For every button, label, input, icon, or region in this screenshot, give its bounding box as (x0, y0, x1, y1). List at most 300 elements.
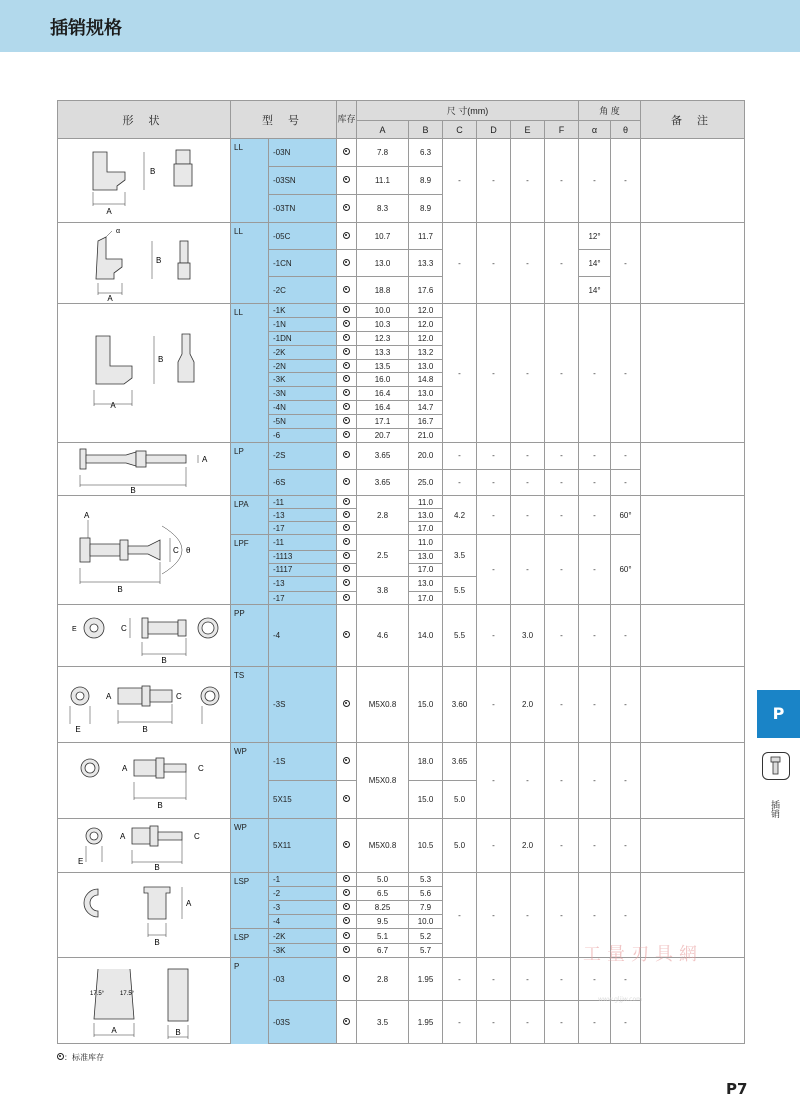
value-a: 13.5 (357, 359, 409, 373)
stock-mark (337, 345, 357, 359)
dim-label-b: B (158, 355, 164, 364)
value-a: 4.6 (357, 605, 409, 667)
header-stock: 库存 (337, 101, 357, 139)
col-c: C (443, 121, 477, 139)
value-alpha: - (579, 958, 611, 1001)
stock-icon (343, 889, 350, 896)
header-dimensions: 尺 寸(mm) (357, 101, 579, 121)
series-ll-1: LL (231, 139, 269, 223)
stock-mark (337, 223, 357, 250)
series-wp-1: WP (231, 743, 269, 819)
value-c: 5.0 (443, 781, 477, 819)
value-theta: - (611, 223, 641, 304)
shape-lp (58, 443, 231, 496)
value-f: - (545, 469, 579, 496)
value-d: - (477, 496, 511, 535)
value-c: 5.5 (443, 576, 477, 605)
value-f: - (545, 304, 579, 443)
ll-c-pin-drawing (58, 223, 230, 303)
value-alpha: - (579, 605, 611, 667)
code-cell: -13 (269, 509, 337, 522)
stock-mark (337, 522, 357, 535)
value-b: 17.0 (409, 563, 443, 576)
code-cell: -2N (269, 359, 337, 373)
value-b: 12.0 (409, 331, 443, 345)
value-a: 10.3 (357, 317, 409, 331)
value-b: 5.3 (409, 873, 443, 887)
dim-label-b: B (157, 800, 163, 810)
code-cell: -1CN (269, 250, 337, 277)
value-theta: - (611, 1001, 641, 1044)
value-a: 20.7 (357, 429, 409, 443)
code-cell: -3K (269, 373, 337, 387)
section-tab-p[interactable]: P (757, 690, 800, 738)
dim-label-e: E (78, 856, 84, 866)
shape-ts (58, 667, 231, 743)
value-a: 3.65 (357, 443, 409, 470)
stock-mark (337, 167, 357, 195)
value-b: 14.7 (409, 401, 443, 415)
value-d: - (477, 743, 511, 819)
stock-mark (337, 304, 357, 318)
value-theta: - (611, 743, 641, 819)
code-cell: -11 (269, 535, 337, 551)
value-b: 21.0 (409, 429, 443, 443)
stock-mark (337, 443, 357, 470)
value-b: 12.0 (409, 304, 443, 318)
code-cell: -6 (269, 429, 337, 443)
value-a: 8.25 (357, 901, 409, 915)
dim-label-b: B (150, 166, 156, 176)
value-a: 6.5 (357, 887, 409, 901)
stock-mark (337, 401, 357, 415)
ll-n-pin-drawing (58, 140, 230, 222)
dim-label-alpha: α (116, 228, 121, 235)
code-cell: -05C (269, 223, 337, 250)
value-b: 7.9 (409, 901, 443, 915)
dim-label-a: A (120, 831, 126, 841)
value-a: M5X0.8 (357, 743, 409, 819)
code-cell: -3K (269, 944, 337, 958)
header-note: 备 注 (641, 101, 745, 139)
shape-ll-c (58, 223, 231, 304)
note-cell (641, 304, 745, 443)
stock-mark (337, 901, 357, 915)
note-cell (641, 605, 745, 667)
value-d: - (477, 139, 511, 223)
code-cell: 5X11 (269, 819, 337, 873)
code-cell: -4 (269, 915, 337, 929)
value-b: 1.95 (409, 1001, 443, 1044)
stock-icon (343, 259, 350, 266)
value-d: - (477, 223, 511, 304)
dim-label-a: A (111, 1025, 117, 1035)
stock-icon (343, 946, 350, 953)
code-cell: -03S (269, 1001, 337, 1044)
value-alpha: - (579, 819, 611, 873)
stock-mark (337, 944, 357, 958)
value-alpha: - (579, 1001, 611, 1044)
value-a: 16.0 (357, 373, 409, 387)
note-cell (641, 667, 745, 743)
stock-icon (343, 841, 350, 848)
code-cell: -1K (269, 304, 337, 318)
dim-label-c: C (121, 623, 127, 633)
value-c: - (443, 873, 477, 958)
stock-mark (337, 373, 357, 387)
value-b: 18.0 (409, 743, 443, 781)
value-theta: - (611, 958, 641, 1001)
dim-label-a: A (106, 691, 112, 701)
section-label: 插销 (769, 800, 779, 818)
code-cell: -03N (269, 139, 337, 167)
angle-label-left: 17.5° (90, 990, 105, 997)
col-alpha: α (579, 121, 611, 139)
value-alpha: - (579, 139, 611, 223)
value-theta: - (611, 819, 641, 873)
value-f: - (545, 443, 579, 470)
value-e: - (511, 304, 545, 443)
value-theta: 60° (611, 535, 641, 605)
value-f: - (545, 496, 579, 535)
shape-lpa-lpf (58, 496, 231, 605)
shape-pp (58, 605, 231, 667)
stock-icon (343, 431, 350, 438)
stock-mark (337, 509, 357, 522)
note-cell (641, 819, 745, 873)
shape-lsp (58, 873, 231, 958)
stock-mark (337, 429, 357, 443)
col-f: F (545, 121, 579, 139)
value-b: 11.7 (409, 223, 443, 250)
code-cell: -17 (269, 522, 337, 535)
value-c: 5.5 (443, 605, 477, 667)
value-e: - (511, 223, 545, 304)
value-b: 17.0 (409, 522, 443, 535)
value-a: M5X0.8 (357, 667, 409, 743)
value-d: - (477, 873, 511, 958)
watermark-brand: 工量刃具網 (583, 944, 703, 965)
value-b: 13.0 (409, 576, 443, 592)
stock-icon (343, 286, 350, 293)
stock-mark (337, 195, 357, 223)
code-cell: -1DN (269, 331, 337, 345)
value-b: 17.0 (409, 592, 443, 605)
page-number: P7 (726, 1080, 748, 1098)
series-ll-2: LL (231, 223, 269, 304)
code-cell: -4N (269, 401, 337, 415)
value-c: - (443, 443, 477, 470)
value-f: - (545, 139, 579, 223)
value-alpha: - (579, 535, 611, 605)
dim-label-a: A (106, 206, 112, 216)
spec-table (57, 100, 745, 1044)
value-f: - (545, 1001, 579, 1044)
dim-label-b: B (154, 862, 160, 872)
stock-icon (343, 631, 350, 638)
code-cell: -3 (269, 901, 337, 915)
value-c: - (443, 223, 477, 304)
stock-mark (337, 387, 357, 401)
stock-icon (343, 903, 350, 910)
dim-label-c: C (198, 763, 204, 773)
note-cell (641, 958, 745, 1044)
wp-5x11-pin-drawing (58, 820, 230, 872)
code-cell: -3S (269, 667, 337, 743)
shape-p (58, 958, 231, 1044)
value-e: 3.0 (511, 605, 545, 667)
page-title: 插销规格 (50, 18, 122, 39)
series-pp: PP (231, 605, 269, 667)
value-a: 16.4 (357, 387, 409, 401)
value-e: - (511, 958, 545, 1001)
stock-icon (343, 403, 350, 410)
code-cell: -1113 (269, 550, 337, 563)
value-c: 3.5 (443, 535, 477, 577)
value-b: 11.0 (409, 535, 443, 551)
dim-label-b: B (161, 655, 167, 665)
stock-icon (57, 1053, 64, 1060)
value-b: 13.0 (409, 387, 443, 401)
value-b: 12.0 (409, 317, 443, 331)
value-e: - (511, 743, 545, 819)
col-b: B (409, 121, 443, 139)
stock-mark (337, 743, 357, 781)
dim-label-a: A (202, 455, 208, 464)
value-e: - (511, 469, 545, 496)
stock-icon (343, 498, 350, 505)
value-e: - (511, 1001, 545, 1044)
stock-mark (337, 317, 357, 331)
dim-label-a: A (107, 294, 113, 303)
value-theta: - (611, 469, 641, 496)
value-e: - (511, 139, 545, 223)
value-a: M5X0.8 (357, 819, 409, 873)
dim-label-a: A (122, 763, 128, 773)
p-pin-drawing (58, 959, 230, 1043)
header-shape: 形 状 (58, 101, 231, 139)
stock-icon (343, 148, 350, 155)
code-cell: -1N (269, 317, 337, 331)
stock-icon (343, 565, 350, 572)
stock-icon (343, 700, 350, 707)
stock-icon (343, 334, 350, 341)
value-d: - (477, 605, 511, 667)
wp-pin-drawing (58, 744, 230, 818)
value-e: - (511, 535, 545, 605)
watermark-url: www.gljjw.com (598, 996, 642, 1003)
value-b: 20.0 (409, 443, 443, 470)
value-b: 6.3 (409, 139, 443, 167)
stock-mark (337, 819, 357, 873)
dim-label-theta: θ (186, 546, 191, 555)
series-lsp-1: LSP (231, 873, 269, 929)
shape-ll-n (58, 139, 231, 223)
value-f: - (545, 223, 579, 304)
value-a: 10.7 (357, 223, 409, 250)
col-d: D (477, 121, 511, 139)
shape-wp-5x11 (58, 819, 231, 873)
value-c: 5.0 (443, 819, 477, 873)
code-cell: -4 (269, 605, 337, 667)
value-b: 15.0 (409, 667, 443, 743)
header-type: 型 号 (231, 101, 337, 139)
value-a: 11.1 (357, 167, 409, 195)
series-lpa: LPA (231, 496, 269, 535)
stock-icon (343, 932, 350, 939)
note-cell (641, 443, 745, 496)
value-theta: - (611, 139, 641, 223)
code-cell: 5X15 (269, 781, 337, 819)
value-a: 17.1 (357, 415, 409, 429)
header-angle: 角 度 (579, 101, 641, 121)
value-c: 3.60 (443, 667, 477, 743)
dim-label-b: B (175, 1027, 181, 1037)
value-b: 15.0 (409, 781, 443, 819)
value-f: - (545, 535, 579, 605)
value-b: 13.2 (409, 345, 443, 359)
lsp-pin-drawing (58, 873, 230, 957)
stock-mark (337, 139, 357, 167)
note-cell (641, 139, 745, 223)
value-a: 8.3 (357, 195, 409, 223)
footnote (57, 1052, 104, 1063)
stock-icon (343, 306, 350, 313)
value-a: 5.0 (357, 873, 409, 887)
col-e: E (511, 121, 545, 139)
value-c: 4.2 (443, 496, 477, 535)
stock-icon (343, 579, 350, 586)
stock-mark (337, 496, 357, 509)
dim-label-e: E (75, 724, 81, 734)
value-d: - (477, 958, 511, 1001)
ts-pin-drawing (58, 668, 230, 742)
value-c: - (443, 1001, 477, 1044)
value-b: 5.7 (409, 944, 443, 958)
value-a: 10.0 (357, 304, 409, 318)
value-a: 9.5 (357, 915, 409, 929)
value-b: 13.0 (409, 550, 443, 563)
code-cell: -6S (269, 469, 337, 496)
value-b: 10.0 (409, 915, 443, 929)
series-ll-3: LL (231, 304, 269, 443)
value-alpha: - (579, 496, 611, 535)
value-f: - (545, 819, 579, 873)
stock-icon (343, 975, 350, 982)
stock-mark (337, 576, 357, 592)
col-theta: θ (611, 121, 641, 139)
series-lsp-2: LSP (231, 929, 269, 958)
value-d: - (477, 304, 511, 443)
value-a: 3.65 (357, 469, 409, 496)
dim-label-b: B (130, 486, 136, 495)
col-a: A (357, 121, 409, 139)
value-a: 18.8 (357, 277, 409, 304)
value-b: 1.95 (409, 958, 443, 1001)
stock-icon (343, 594, 350, 601)
value-e: 2.0 (511, 819, 545, 873)
value-a: 13.3 (357, 345, 409, 359)
ll-k-pin-drawing (58, 304, 230, 442)
value-alpha: - (579, 873, 611, 958)
stock-icon (343, 348, 350, 355)
value-b: 14.8 (409, 373, 443, 387)
code-cell: -2K (269, 929, 337, 944)
stock-mark (337, 469, 357, 496)
value-f: - (545, 873, 579, 958)
note-cell (641, 223, 745, 304)
lpa-lpf-pin-drawing (58, 496, 230, 604)
stock-mark (337, 592, 357, 605)
value-d: - (477, 819, 511, 873)
dim-label-b: B (154, 938, 160, 947)
value-b: 10.5 (409, 819, 443, 873)
stock-icon (343, 451, 350, 458)
stock-icon (343, 320, 350, 327)
value-a: 2.8 (357, 958, 409, 1001)
value-b: 14.0 (409, 605, 443, 667)
value-d: - (477, 667, 511, 743)
value-b: 5.2 (409, 929, 443, 944)
value-theta: - (611, 443, 641, 470)
value-f: - (545, 743, 579, 819)
stock-icon (343, 757, 350, 764)
pp-pin-drawing (58, 606, 230, 666)
code-cell: -3N (269, 387, 337, 401)
code-cell: -11 (269, 496, 337, 509)
value-a: 13.0 (357, 250, 409, 277)
value-e: - (511, 873, 545, 958)
stock-icon (343, 176, 350, 183)
dim-label-b: B (142, 724, 148, 734)
value-alpha: 12° (579, 223, 611, 250)
series-p: P (231, 958, 269, 1044)
stock-mark (337, 667, 357, 743)
shape-ll-k (58, 304, 231, 443)
value-b: 13.0 (409, 359, 443, 373)
series-lpf: LPF (231, 535, 269, 605)
value-b: 8.9 (409, 195, 443, 223)
stock-icon (343, 917, 350, 924)
value-b: 13.3 (409, 250, 443, 277)
stock-icon (343, 552, 350, 559)
code-cell: -5N (269, 415, 337, 429)
value-c: - (443, 958, 477, 1001)
value-a: 2.8 (357, 496, 409, 535)
stock-mark (337, 331, 357, 345)
stock-mark (337, 415, 357, 429)
stock-mark (337, 873, 357, 887)
value-f: - (545, 667, 579, 743)
stock-icon (343, 375, 350, 382)
stock-icon (343, 795, 350, 802)
value-c: 3.65 (443, 743, 477, 781)
value-c: - (443, 469, 477, 496)
code-cell: -1 (269, 873, 337, 887)
value-b: 16.7 (409, 415, 443, 429)
value-b: 11.0 (409, 496, 443, 509)
dim-label-e: E (72, 625, 77, 633)
value-a: 3.8 (357, 576, 409, 605)
stock-mark (337, 550, 357, 563)
value-b: 8.9 (409, 167, 443, 195)
stock-mark (337, 929, 357, 944)
stock-mark (337, 605, 357, 667)
value-e: 2.0 (511, 667, 545, 743)
value-alpha: - (579, 469, 611, 496)
stock-icon (343, 362, 350, 369)
dim-label-a: A (84, 511, 90, 520)
